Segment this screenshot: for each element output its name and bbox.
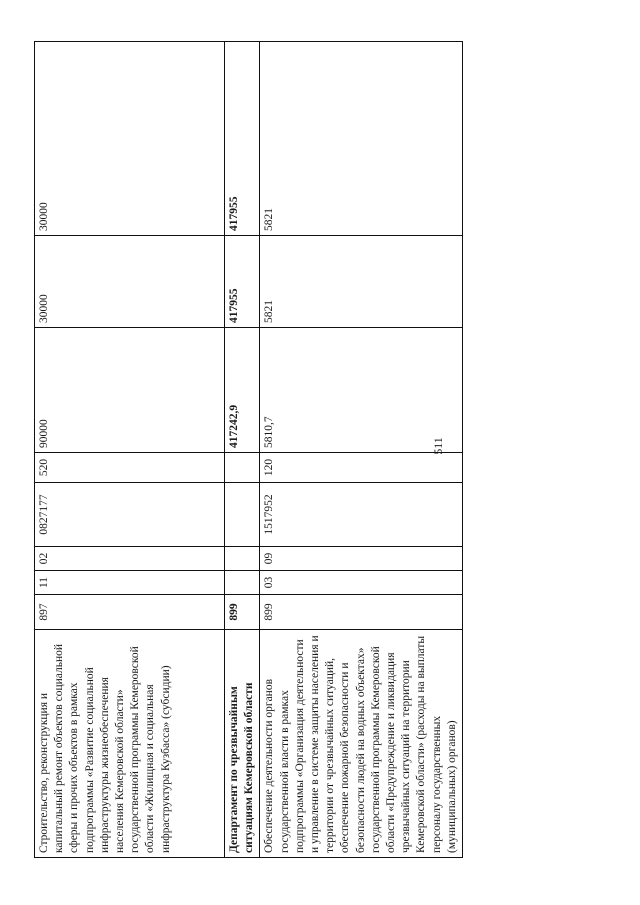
row-name: Строительство, реконструкция и капитальный ремонт объектов социальной сферы и прочих объектов в рамках подпрограммы «Развитие социальной инфраструктуры жизнеобеспечения населения Кемеровской области» государственной программы Кемеровской области «Жилищная и социальная инфраструктура Кузбасса» (субсидии) — [35, 630, 225, 858]
amount-1: 417242,9 — [225, 328, 260, 453]
amount-3: 30000 — [35, 42, 225, 236]
page-number: 511 — [431, 437, 445, 455]
target-article-code — [225, 483, 260, 547]
amount-2: 5821 — [260, 236, 463, 328]
table-row — [260, 42, 463, 858]
section-code: 03 — [260, 571, 463, 595]
table-row — [35, 42, 225, 858]
row-name: Обеспечение деятельности органов государственной власти в рамках подпрограммы «Организация деятельности и управление в системе защиты населения и территории от чрезвычайных ситуаций, обеспечение пожарной безопасности и безопасности людей на водных объектах» государственной программы Кемеровской области «Предупреждение и ликвидация чрезвычайных ситуаций на территории Кемеровской области» (расходы на выплаты персоналу государственных (муниципальных) органов) — [260, 630, 463, 858]
amount-2: 417955 — [225, 236, 260, 328]
ministry-code: 899 — [225, 595, 260, 630]
target-article-code: 0827177 — [35, 483, 225, 547]
row-name: Департамент по чрезвычайным ситуациям Кемеровской области — [225, 630, 260, 858]
amount-1: 90000 — [35, 328, 225, 453]
section-code — [225, 571, 260, 595]
amount-3: 5821 — [260, 42, 463, 236]
subsection-code: 09 — [260, 547, 463, 571]
budget-table — [34, 41, 463, 858]
expense-type-code: 120 — [260, 453, 463, 483]
expense-type-code: 520 — [35, 453, 225, 483]
ministry-code: 899 — [260, 595, 463, 630]
subsection-code: 02 — [35, 547, 225, 571]
ministry-code: 897 — [35, 595, 225, 630]
subsection-code — [225, 547, 260, 571]
section-code: 11 — [35, 571, 225, 595]
target-article-code: 1517952 — [260, 483, 463, 547]
rotated-table-container — [34, 42, 458, 858]
amount-2: 30000 — [35, 236, 225, 328]
amount-3: 417955 — [225, 42, 260, 236]
table-row — [225, 42, 260, 858]
expense-type-code — [225, 453, 260, 483]
amount-1: 5810,7 — [260, 328, 463, 453]
